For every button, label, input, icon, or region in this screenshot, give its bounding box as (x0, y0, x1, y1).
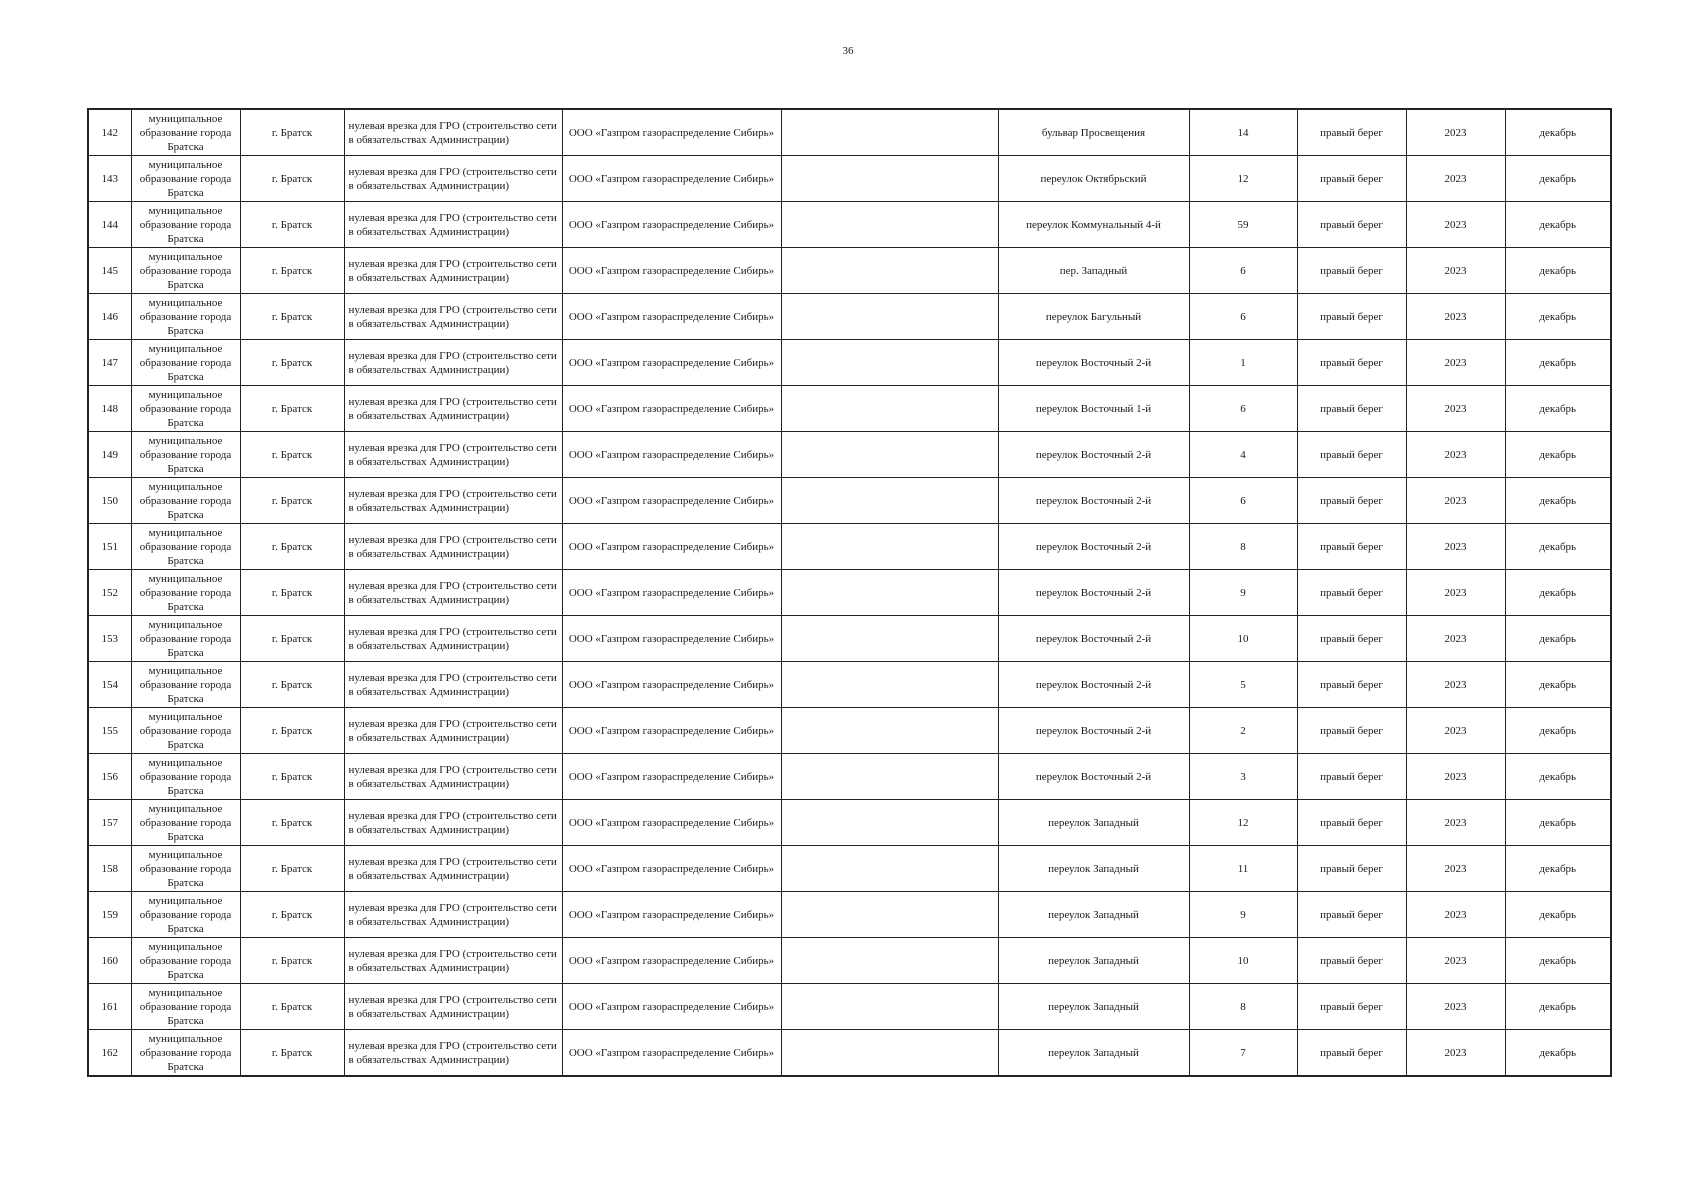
empty-cell (781, 984, 998, 1030)
river-bank-cell: правый берег (1297, 570, 1406, 616)
year-cell: 2023 (1406, 109, 1505, 156)
work-type-cell: нулевая врезка для ГРО (строительство сети в обязательствах Администрации) (344, 340, 562, 386)
empty-cell (781, 294, 998, 340)
river-bank-cell: правый берег (1297, 708, 1406, 754)
row-number: 147 (88, 340, 131, 386)
work-type-cell: нулевая врезка для ГРО (строительство сети в обязательствах Администрации) (344, 432, 562, 478)
row-number: 152 (88, 570, 131, 616)
organization-cell: ООО «Газпром газораспределение Сибирь» (562, 432, 781, 478)
river-bank-cell: правый берег (1297, 984, 1406, 1030)
street-cell: переулок Коммунальный 4-й (998, 202, 1189, 248)
city-cell: г. Братск (240, 340, 344, 386)
organization-cell: ООО «Газпром газораспределение Сибирь» (562, 616, 781, 662)
street-cell: переулок Восточный 2-й (998, 524, 1189, 570)
municipality-cell: муниципальное образование города Братска (131, 708, 240, 754)
table-row (88, 800, 1611, 846)
year-cell: 2023 (1406, 478, 1505, 524)
river-bank-cell: правый берег (1297, 340, 1406, 386)
work-type-cell: нулевая врезка для ГРО (строительство сети в обязательствах Администрации) (344, 248, 562, 294)
month-cell: декабрь (1505, 938, 1611, 984)
month-cell: декабрь (1505, 524, 1611, 570)
city-cell: г. Братск (240, 202, 344, 248)
municipality-cell: муниципальное образование города Братска (131, 1030, 240, 1077)
month-cell: декабрь (1505, 478, 1611, 524)
work-type-cell: нулевая врезка для ГРО (строительство сети в обязательствах Администрации) (344, 800, 562, 846)
work-type-cell: нулевая врезка для ГРО (строительство сети в обязательствах Администрации) (344, 570, 562, 616)
river-bank-cell: правый берег (1297, 846, 1406, 892)
house-number-cell: 6 (1189, 478, 1297, 524)
organization-cell: ООО «Газпром газораспределение Сибирь» (562, 1030, 781, 1077)
municipality-cell: муниципальное образование города Братска (131, 156, 240, 202)
registry-table (87, 108, 1612, 1077)
row-number: 157 (88, 800, 131, 846)
street-cell: переулок Восточный 2-й (998, 754, 1189, 800)
month-cell: декабрь (1505, 616, 1611, 662)
empty-cell (781, 386, 998, 432)
year-cell: 2023 (1406, 156, 1505, 202)
organization-cell: ООО «Газпром газораспределение Сибирь» (562, 754, 781, 800)
street-cell: переулок Восточный 2-й (998, 570, 1189, 616)
street-cell: бульвар Просвещения (998, 109, 1189, 156)
month-cell: декабрь (1505, 984, 1611, 1030)
empty-cell (781, 156, 998, 202)
organization-cell: ООО «Газпром газораспределение Сибирь» (562, 524, 781, 570)
row-number: 159 (88, 892, 131, 938)
river-bank-cell: правый берег (1297, 478, 1406, 524)
month-cell: декабрь (1505, 340, 1611, 386)
year-cell: 2023 (1406, 340, 1505, 386)
house-number-cell: 6 (1189, 294, 1297, 340)
organization-cell: ООО «Газпром газораспределение Сибирь» (562, 294, 781, 340)
city-cell: г. Братск (240, 432, 344, 478)
row-number: 154 (88, 662, 131, 708)
municipality-cell: муниципальное образование города Братска (131, 432, 240, 478)
river-bank-cell: правый берег (1297, 202, 1406, 248)
row-number: 148 (88, 386, 131, 432)
year-cell: 2023 (1406, 1030, 1505, 1077)
river-bank-cell: правый берег (1297, 1030, 1406, 1077)
table-row (88, 432, 1611, 478)
table-row (88, 1030, 1611, 1077)
organization-cell: ООО «Газпром газораспределение Сибирь» (562, 109, 781, 156)
work-type-cell: нулевая врезка для ГРО (строительство сети в обязательствах Администрации) (344, 708, 562, 754)
empty-cell (781, 754, 998, 800)
organization-cell: ООО «Газпром газораспределение Сибирь» (562, 846, 781, 892)
organization-cell: ООО «Газпром газораспределение Сибирь» (562, 662, 781, 708)
municipality-cell: муниципальное образование города Братска (131, 202, 240, 248)
street-cell: переулок Западный (998, 938, 1189, 984)
street-cell: переулок Восточный 2-й (998, 478, 1189, 524)
work-type-cell: нулевая врезка для ГРО (строительство сети в обязательствах Администрации) (344, 754, 562, 800)
street-cell: переулок Западный (998, 1030, 1189, 1077)
work-type-cell: нулевая врезка для ГРО (строительство сети в обязательствах Администрации) (344, 202, 562, 248)
municipality-cell: муниципальное образование города Братска (131, 662, 240, 708)
municipality-cell: муниципальное образование города Братска (131, 478, 240, 524)
city-cell: г. Братск (240, 109, 344, 156)
table-row (88, 938, 1611, 984)
city-cell: г. Братск (240, 800, 344, 846)
house-number-cell: 2 (1189, 708, 1297, 754)
city-cell: г. Братск (240, 248, 344, 294)
empty-cell (781, 432, 998, 478)
table-row (88, 340, 1611, 386)
table-row (88, 294, 1611, 340)
organization-cell: ООО «Газпром газораспределение Сибирь» (562, 248, 781, 294)
house-number-cell: 12 (1189, 800, 1297, 846)
work-type-cell: нулевая врезка для ГРО (строительство сети в обязательствах Администрации) (344, 1030, 562, 1077)
year-cell: 2023 (1406, 570, 1505, 616)
work-type-cell: нулевая врезка для ГРО (строительство сети в обязательствах Администрации) (344, 892, 562, 938)
table-row (88, 984, 1611, 1030)
city-cell: г. Братск (240, 570, 344, 616)
year-cell: 2023 (1406, 432, 1505, 478)
organization-cell: ООО «Газпром газораспределение Сибирь» (562, 386, 781, 432)
table-row (88, 478, 1611, 524)
city-cell: г. Братск (240, 156, 344, 202)
street-cell: переулок Восточный 2-й (998, 432, 1189, 478)
empty-cell (781, 478, 998, 524)
house-number-cell: 11 (1189, 846, 1297, 892)
municipality-cell: муниципальное образование города Братска (131, 892, 240, 938)
organization-cell: ООО «Газпром газораспределение Сибирь» (562, 984, 781, 1030)
city-cell: г. Братск (240, 294, 344, 340)
row-number: 142 (88, 109, 131, 156)
river-bank-cell: правый берег (1297, 662, 1406, 708)
house-number-cell: 14 (1189, 109, 1297, 156)
street-cell: переулок Восточный 2-й (998, 662, 1189, 708)
municipality-cell: муниципальное образование города Братска (131, 248, 240, 294)
street-cell: пер. Западный (998, 248, 1189, 294)
street-cell: переулок Восточный 2-й (998, 616, 1189, 662)
municipality-cell: муниципальное образование города Братска (131, 846, 240, 892)
municipality-cell: муниципальное образование города Братска (131, 109, 240, 156)
row-number: 156 (88, 754, 131, 800)
street-cell: переулок Западный (998, 846, 1189, 892)
organization-cell: ООО «Газпром газораспределение Сибирь» (562, 478, 781, 524)
empty-cell (781, 616, 998, 662)
river-bank-cell: правый берег (1297, 294, 1406, 340)
registry-body (88, 109, 1611, 1076)
river-bank-cell: правый берег (1297, 524, 1406, 570)
work-type-cell: нулевая врезка для ГРО (строительство сети в обязательствах Администрации) (344, 478, 562, 524)
house-number-cell: 6 (1189, 386, 1297, 432)
street-cell: переулок Октябрьский (998, 156, 1189, 202)
organization-cell: ООО «Газпром газораспределение Сибирь» (562, 708, 781, 754)
house-number-cell: 10 (1189, 938, 1297, 984)
house-number-cell: 12 (1189, 156, 1297, 202)
year-cell: 2023 (1406, 846, 1505, 892)
year-cell: 2023 (1406, 892, 1505, 938)
table-row (88, 248, 1611, 294)
city-cell: г. Братск (240, 1030, 344, 1077)
year-cell: 2023 (1406, 984, 1505, 1030)
empty-cell (781, 1030, 998, 1077)
river-bank-cell: правый берег (1297, 754, 1406, 800)
table-row (88, 570, 1611, 616)
empty-cell (781, 662, 998, 708)
work-type-cell: нулевая врезка для ГРО (строительство сети в обязательствах Администрации) (344, 386, 562, 432)
empty-cell (781, 202, 998, 248)
empty-cell (781, 570, 998, 616)
year-cell: 2023 (1406, 708, 1505, 754)
year-cell: 2023 (1406, 800, 1505, 846)
row-number: 149 (88, 432, 131, 478)
month-cell: декабрь (1505, 248, 1611, 294)
table-row (88, 892, 1611, 938)
row-number: 160 (88, 938, 131, 984)
river-bank-cell: правый берег (1297, 109, 1406, 156)
work-type-cell: нулевая врезка для ГРО (строительство сети в обязательствах Администрации) (344, 616, 562, 662)
row-number: 153 (88, 616, 131, 662)
table-row (88, 109, 1611, 156)
month-cell: декабрь (1505, 708, 1611, 754)
river-bank-cell: правый берег (1297, 800, 1406, 846)
table-row (88, 846, 1611, 892)
organization-cell: ООО «Газпром газораспределение Сибирь» (562, 570, 781, 616)
river-bank-cell: правый берег (1297, 156, 1406, 202)
municipality-cell: муниципальное образование города Братска (131, 754, 240, 800)
house-number-cell: 5 (1189, 662, 1297, 708)
row-number: 162 (88, 1030, 131, 1077)
table-row (88, 156, 1611, 202)
city-cell: г. Братск (240, 662, 344, 708)
month-cell: декабрь (1505, 294, 1611, 340)
river-bank-cell: правый берег (1297, 616, 1406, 662)
organization-cell: ООО «Газпром газораспределение Сибирь» (562, 156, 781, 202)
empty-cell (781, 846, 998, 892)
street-cell: переулок Западный (998, 892, 1189, 938)
city-cell: г. Братск (240, 846, 344, 892)
city-cell: г. Братск (240, 984, 344, 1030)
year-cell: 2023 (1406, 662, 1505, 708)
page-number: 36 (842, 45, 854, 57)
empty-cell (781, 340, 998, 386)
city-cell: г. Братск (240, 938, 344, 984)
table-row (88, 524, 1611, 570)
municipality-cell: муниципальное образование города Братска (131, 386, 240, 432)
street-cell: переулок Восточный 2-й (998, 340, 1189, 386)
year-cell: 2023 (1406, 938, 1505, 984)
house-number-cell: 6 (1189, 248, 1297, 294)
row-number: 146 (88, 294, 131, 340)
house-number-cell: 8 (1189, 524, 1297, 570)
municipality-cell: муниципальное образование города Братска (131, 570, 240, 616)
house-number-cell: 7 (1189, 1030, 1297, 1077)
work-type-cell: нулевая врезка для ГРО (строительство сети в обязательствах Администрации) (344, 984, 562, 1030)
city-cell: г. Братск (240, 892, 344, 938)
river-bank-cell: правый берег (1297, 432, 1406, 478)
city-cell: г. Братск (240, 754, 344, 800)
row-number: 158 (88, 846, 131, 892)
municipality-cell: муниципальное образование города Братска (131, 616, 240, 662)
row-number: 150 (88, 478, 131, 524)
table-row (88, 616, 1611, 662)
month-cell: декабрь (1505, 156, 1611, 202)
empty-cell (781, 524, 998, 570)
house-number-cell: 9 (1189, 570, 1297, 616)
city-cell: г. Братск (240, 524, 344, 570)
street-cell: переулок Багульный (998, 294, 1189, 340)
empty-cell (781, 248, 998, 294)
city-cell: г. Братск (240, 386, 344, 432)
month-cell: декабрь (1505, 386, 1611, 432)
municipality-cell: муниципальное образование города Братска (131, 294, 240, 340)
row-number: 145 (88, 248, 131, 294)
month-cell: декабрь (1505, 754, 1611, 800)
house-number-cell: 59 (1189, 202, 1297, 248)
year-cell: 2023 (1406, 386, 1505, 432)
work-type-cell: нулевая врезка для ГРО (строительство сети в обязательствах Администрации) (344, 662, 562, 708)
empty-cell (781, 938, 998, 984)
month-cell: декабрь (1505, 800, 1611, 846)
city-cell: г. Братск (240, 708, 344, 754)
empty-cell (781, 800, 998, 846)
house-number-cell: 8 (1189, 984, 1297, 1030)
municipality-cell: муниципальное образование города Братска (131, 524, 240, 570)
empty-cell (781, 708, 998, 754)
house-number-cell: 9 (1189, 892, 1297, 938)
work-type-cell: нулевая врезка для ГРО (строительство сети в обязательствах Администрации) (344, 846, 562, 892)
table-row (88, 202, 1611, 248)
table-row (88, 662, 1611, 708)
row-number: 143 (88, 156, 131, 202)
empty-cell (781, 109, 998, 156)
organization-cell: ООО «Газпром газораспределение Сибирь» (562, 202, 781, 248)
municipality-cell: муниципальное образование города Братска (131, 340, 240, 386)
river-bank-cell: правый берег (1297, 248, 1406, 294)
organization-cell: ООО «Газпром газораспределение Сибирь» (562, 800, 781, 846)
month-cell: декабрь (1505, 892, 1611, 938)
work-type-cell: нулевая врезка для ГРО (строительство сети в обязательствах Администрации) (344, 294, 562, 340)
house-number-cell: 1 (1189, 340, 1297, 386)
table-row (88, 708, 1611, 754)
street-cell: переулок Западный (998, 800, 1189, 846)
house-number-cell: 3 (1189, 754, 1297, 800)
row-number: 161 (88, 984, 131, 1030)
municipality-cell: муниципальное образование города Братска (131, 938, 240, 984)
year-cell: 2023 (1406, 202, 1505, 248)
table-row (88, 754, 1611, 800)
month-cell: декабрь (1505, 432, 1611, 478)
street-cell: переулок Восточный 1-й (998, 386, 1189, 432)
work-type-cell: нулевая врезка для ГРО (строительство сети в обязательствах Администрации) (344, 156, 562, 202)
month-cell: декабрь (1505, 109, 1611, 156)
city-cell: г. Братск (240, 478, 344, 524)
river-bank-cell: правый берег (1297, 386, 1406, 432)
month-cell: декабрь (1505, 1030, 1611, 1077)
organization-cell: ООО «Газпром газораспределение Сибирь» (562, 892, 781, 938)
street-cell: переулок Западный (998, 984, 1189, 1030)
year-cell: 2023 (1406, 524, 1505, 570)
month-cell: декабрь (1505, 662, 1611, 708)
table-row (88, 386, 1611, 432)
month-cell: декабрь (1505, 846, 1611, 892)
work-type-cell: нулевая врезка для ГРО (строительство сети в обязательствах Администрации) (344, 938, 562, 984)
row-number: 151 (88, 524, 131, 570)
year-cell: 2023 (1406, 754, 1505, 800)
organization-cell: ООО «Газпром газораспределение Сибирь» (562, 340, 781, 386)
empty-cell (781, 892, 998, 938)
municipality-cell: муниципальное образование города Братска (131, 800, 240, 846)
river-bank-cell: правый берег (1297, 892, 1406, 938)
year-cell: 2023 (1406, 294, 1505, 340)
organization-cell: ООО «Газпром газораспределение Сибирь» (562, 938, 781, 984)
month-cell: декабрь (1505, 202, 1611, 248)
work-type-cell: нулевая врезка для ГРО (строительство сети в обязательствах Администрации) (344, 109, 562, 156)
year-cell: 2023 (1406, 616, 1505, 662)
municipality-cell: муниципальное образование города Братска (131, 984, 240, 1030)
row-number: 155 (88, 708, 131, 754)
year-cell: 2023 (1406, 248, 1505, 294)
row-number: 144 (88, 202, 131, 248)
month-cell: декабрь (1505, 570, 1611, 616)
street-cell: переулок Восточный 2-й (998, 708, 1189, 754)
house-number-cell: 4 (1189, 432, 1297, 478)
city-cell: г. Братск (240, 616, 344, 662)
house-number-cell: 10 (1189, 616, 1297, 662)
river-bank-cell: правый берег (1297, 938, 1406, 984)
work-type-cell: нулевая врезка для ГРО (строительство сети в обязательствах Администрации) (344, 524, 562, 570)
